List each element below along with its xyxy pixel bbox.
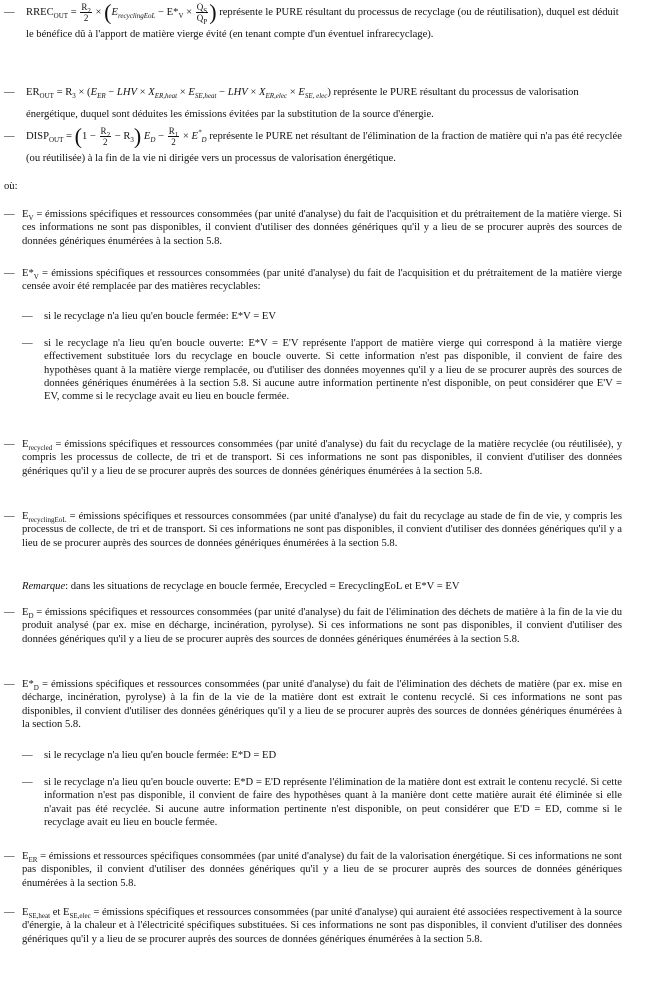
def-ed-text: = émissions spécifiques et ressources consommées (par unité d'analyse) du fait de l'élimination des déchets de matière à la fin de la vie du produit analysé (par ex. mise en décharge, incinération, pyrolyse). Si ces informations ne sont pas disponibles, il convient d'utiliser des données génériques qu'il y a lieu de se procurer auprès des sources de données génériques énumérées à la section 5.8. (22, 607, 622, 645)
dash: — (22, 750, 33, 761)
def-estar-d: — $E*_D$ = émissions spécifiques et ressources consommées (par unité d'analyse) du fait de l'élimination des déchets de matière (par ex. mise en décharge, incinération, pyrolyse) à la fin de la vie de la matière dont est extrait le contenu recyclé. Si ces informations ne sont pas disponibles, il convient d'utiliser des données génériques qu'il y a lieu de se procurer auprès des sources de données génériques énumérées à la section 5.8. (4, 679, 622, 730)
rrec-description: représente le PURE résultant du processus de recyclage (ou de réutilisation), duquel est déduit le bénéfice dû à l'apport de matière vierge évité (en tenant compte d'un éventuel infrarecyclage). (26, 7, 619, 40)
def-estar-v-sub1: — si le recyclage n'a lieu qu'en boucle fermée: E*V = EV (22, 311, 276, 322)
def-eer: — $E_{ER}$ = émissions et ressources spécifiques consommées (par unité d'analyse) du fait de la valorisation énergétique. Si ces informations ne sont pas disponibles, il convient d'utiliser des données génériques qu'il y a lieu de se procurer auprès des sources de données génériques énumérées à la section 5.8. (4, 851, 622, 889)
dash: — (4, 851, 15, 862)
dash: — (22, 338, 33, 349)
dash: — (4, 131, 15, 142)
def-estar-v-text: = émissions spécifiques et ressources consommées (par unité d'analyse) du fait de l'acquisition et du prétraitement de la matière vierge censée avoir été remplacée par des matières recyclables: (22, 268, 622, 293)
def-erecyclingeol-text: = émissions spécifiques et ressources consommées (par unité d'analyse) du fait du recyclage au stade de fin de vie, y compris les processus de collecte, de tri et de transport. Si ces informations ne sont pas disponibles, il convient d'utiliser des données génériques qu'il y a lieu de se procurer auprès des sources de données génériques énumérées à la section 5.8. (22, 511, 622, 549)
rrec-formula-item: — $RREC_{OUT}$ = $\frac{R_2}{2}$ × ($E_{recyclingEoL} - E*_V$ × $\frac{Q_S}{Q_P}$ ) représente le PURE résultant du processus de recyclage (ou de réutilisation), duquel est déduit le bénéfice dû à l'apport de matière vierge évité (en tenant compte d'un éventuel infrarecyclage). (4, 0, 619, 40)
def-eer-text: = émissions et ressources spécifiques consommées (par unité d'analyse) du fait de la valorisation énergétique. Si ces informations ne sont pas disponibles, il convient d'utiliser des données génériques qu'il y a lieu de se procurer auprès des sources de données génériques énumérées à la section 5.8. (22, 851, 622, 889)
def-ed: — $E_D$ = émissions spécifiques et ressources consommées (par unité d'analyse) du fait de l'élimination des déchets de matière à la fin de la vie du produit analysé (par ex. mise en décharge, incinération, pyrolyse). Si ces informations ne sont pas disponibles, il convient d'utiliser des données génériques qu'il y a lieu de se procurer auprès des sources de données génériques énumérées à la section 5.8. (4, 607, 622, 645)
def-estar-d-sub2: — si le recyclage n'a lieu qu'en boucle ouverte: E*D = E'D représente l'élimination de la matière dont est extrait le contenu recyclé. Si cette information n'est pas disponible, il convient de faire des hypothèses quant à la manière dont cette matière aurait été éliminée si elle n'avait pas été recyclée. Si aucune autre information pertinente n'est disponible, on peut considérer que E'D = ED, comme si le recyclage avait eu lieu en boucle fermée. (22, 777, 623, 828)
def-erecyclingeol: — $E_{recyclingEoL}$ = émissions spécifiques et ressources consommées (par unité d'analyse) du fait du recyclage au stade de fin de vie, y compris les processus de collecte, de tri et de transport. Si ces informations ne sont pas disponibles, il convient d'utiliser des données génériques qu'il y a lieu de se procurer auprès des sources de données génériques énumérées à la section 5.8. (4, 511, 622, 549)
er-formula-item: — $ER_{OUT} = R_3 \times (E_{ER}$ − LHV × $X_{ER,heat} \times E_{SE,heat}$ − LHV × $X_{ER,elec} \times E_{SE, elec}$) représente le PURE résultant du processus de valorisation énergétique, duquel sont déduites les émissions évitées par la substitution de la source d'énergie. (4, 82, 622, 126)
dash: — (4, 907, 15, 918)
def-erecycled-text: = émissions spécifiques et ressources consommées (par unité d'analyse) du fait du recyclage de la matière recyclée (ou réutilisée), y compris les processus de collecte, de tri et de transport. Si ces informations ne sont pas disponibles, il convient d'utiliser des données génériques qu'il y a lieu de se procurer auprès des sources de données génériques énumérées à la section 5.8. (22, 439, 622, 477)
def-ese: — $E_{SE,heat}$ et $E_{SE,elec}$ = émissions spécifiques et ressources consommées (par unité d'analyse) qui auraient été associées respectivement à la source d'énergie, à la chaleur et à l'électricité spécifiques substituées. Si ces informations ne sont pas disponibles, il convient d'utiliser des données génériques qu'il y a lieu de se procurer auprès des sources de données génériques énumérées à la section 5.8. (4, 907, 622, 945)
dash: — (4, 209, 15, 220)
dash: — (4, 268, 15, 279)
rrec-symbol: $RREC_{OUT}$ (26, 7, 69, 21)
dash: — (4, 7, 15, 18)
def-ev: — $E_V$ = émissions spécifiques et ressources consommées (par unité d'analyse) du fait de l'acquisition et du prétraitement de la matière vierge. Si ces informations ne sont pas disponibles, il convient d'utiliser des données génériques qu'il y a lieu de se procurer auprès des sources de données génériques énumérées à la section 5.8. (4, 209, 622, 247)
def-estar-d-text: = émissions spécifiques et ressources consommées (par unité d'analyse) du fait de l'élimination des déchets de matière (par ex. mise en décharge, incinération, pyrolyse) à la fin de la vie de la matière dont est extrait le contenu recyclé. Si ces informations ne sont pas disponibles, il convient d'utiliser des données génériques qu'il y a lieu de se procurer auprès des sources de données génériques énumérées à la section 5.8. (22, 679, 622, 730)
def-estar-v-sub2: — si le recyclage n'a lieu qu'en boucle ouverte: E*V = E'V représente l'apport de matière vierge qui correspond à la matière vierge effectivement substituée lors du recyclage en boucle ouverte. Si cette information n'est pas disponible, il convient de faire des hypothèses quant à la matière vierge remplacée, ou d'utiliser des données moyennes qu'il y a lieu de se procurer auprès des sources de données génériques énumérées à la section 5.8. Si aucune autre information pertinente n'est disponible, on peut considérer que E'V = EV, comme si le recyclage avait eu lieu en boucle fermée. (22, 338, 622, 403)
dash: — (4, 87, 15, 98)
remarque-text: : dans les situations de recyclage en boucle fermée, Erecycled = ErecyclingEoL et E*V = EV (65, 581, 460, 592)
ou-label: où: (4, 181, 18, 192)
disp-symbol: $DISP_{OUT}$ (26, 131, 64, 145)
def-ev-text: = émissions spécifiques et ressources consommées (par unité d'analyse) du fait de l'acquisition et du prétraitement de la matière vierge. Si ces informations ne sont pas disponibles, il convient d'utiliser des données génériques qu'il y a lieu de se procurer auprès des sources de données génériques énumérées à la section 5.8. (22, 209, 622, 247)
dash: — (4, 439, 15, 450)
def-erecycled: — $E_{recycled}$ = émissions spécifiques et ressources consommées (par unité d'analyse) du fait du recyclage de la matière recyclée (ou réutilisée), y compris les processus de collecte, de tri et de transport. Si ces informations ne sont pas disponibles, il convient d'utiliser des données génériques qu'il y a lieu de se procurer auprès des sources de données génériques énumérées à la section 5.8. (4, 439, 622, 477)
remarque-label: Remarque (22, 581, 66, 592)
dash: — (4, 607, 15, 618)
dash: — (4, 511, 15, 522)
er-description: représente le PURE résultant du processus de valorisation énergétique, duquel sont déduites les émissions évitées par la substitution de la source d'énergie. (26, 87, 579, 120)
def-estar-d-sub1: — si le recyclage n'a lieu qu'en boucle fermée: E*D = ED (22, 750, 277, 761)
dash: — (22, 311, 33, 322)
remarque (22, 580, 622, 593)
disp-formula-item: — $DISP_{OUT} = (1$ − $\frac{R_2}{2}$ − $R_3$) $E_D$ − $\frac{R_1}{2}$ × $E^*_D$ représente le PURE net résultant de l'élimination de la fraction de matière qui n'a pas été recyclée (ou réutilisée) à la fin de la vie ni dirigée vers un processus de valorisation énergétique. (4, 123, 622, 164)
disp-description: représente le PURE net résultant de l'élimination de la fraction de matière qui n'a pas été recyclée (ou réutilisée) à la fin de la vie ni dirigée vers un processus de valorisation énergétique. (26, 131, 622, 164)
dash: — (22, 777, 33, 788)
def-estar-v: — $E*_V$ = émissions spécifiques et ressources consommées (par unité d'analyse) du fait de l'acquisition et du prétraitement de la matière vierge censée avoir été remplacée par des matières recyclables: (4, 268, 622, 293)
dash: — (4, 679, 15, 690)
def-ese-text: = émissions spécifiques et ressources consommées (par unité d'analyse) qui auraient été associées respectivement à la source d'énergie, à la chaleur et à l'électricité spécifiques substituées. Si ces informations ne sont pas disponibles, il convient d'utiliser des données génériques qu'il y a lieu de se procurer auprès des sources de données génériques énumérées à la section 5.8. (22, 907, 622, 945)
er-symbol: $ER_{OUT}$ (26, 87, 54, 101)
